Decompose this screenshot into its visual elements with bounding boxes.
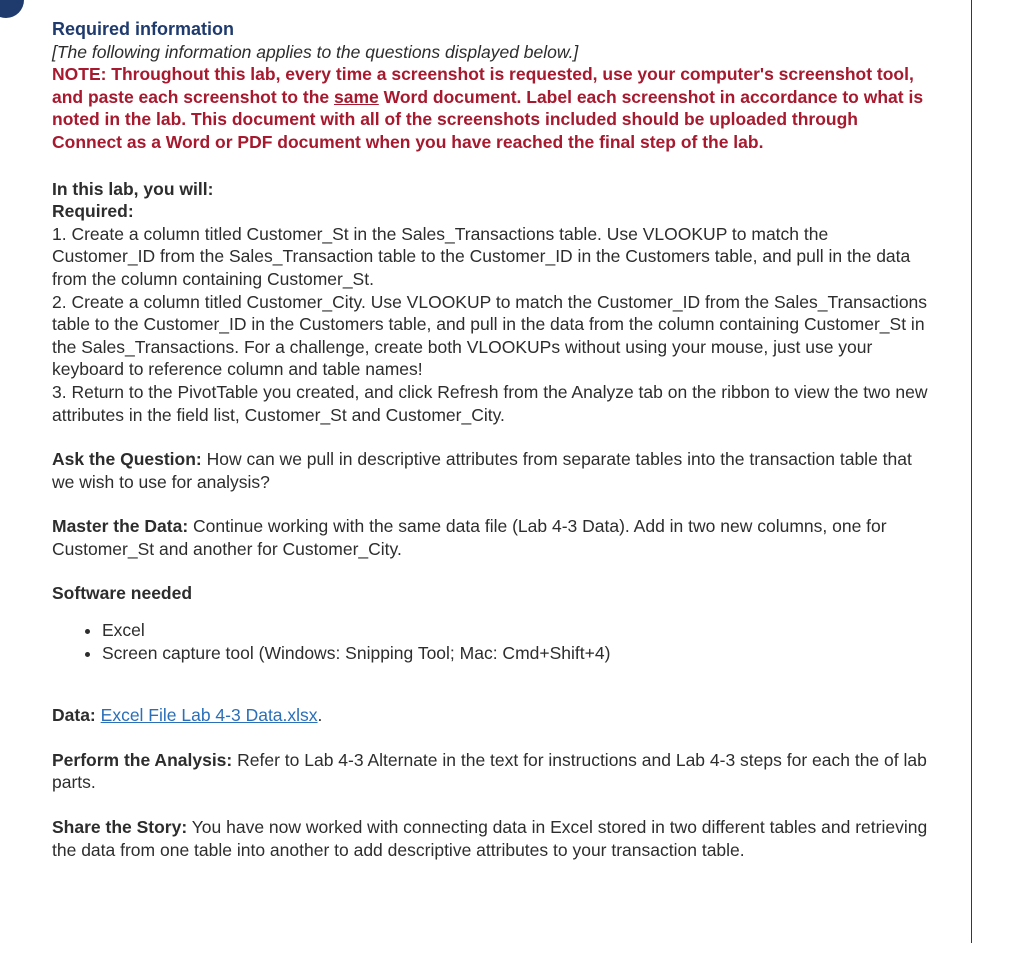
- step-1: 1. Create a column titled Customer_St in the Sales_Transactions table. Use VLOOKUP to match the Customer_ID from the Sales_Transaction table to the Customer_ID in the Customers table, and pull in the data from the column containing Customer_St.: [52, 223, 911, 289]
- step-3: 3. Return to the PivotTable you created, and click Refresh from the Analyze tab on the ribbon to view the two new attributes in the field list, Customer_St and Customer_City.: [52, 381, 928, 425]
- note-text-1: NOTE: Throughout this lab, every time a screenshot is requested, use your computer's screenshot tool, and paste each screenshot to the: [52, 64, 914, 107]
- intro-section: [52, 178, 932, 427]
- perform-the-analysis: [52, 749, 932, 794]
- perform-text: Refer to Lab 4-3 Alternate in the text for instructions and Lab 4-3 steps for each the of lab parts.: [52, 749, 927, 793]
- question-badge: [0, 0, 24, 18]
- note-underlined: same: [334, 86, 379, 107]
- ask-the-question: [52, 448, 932, 493]
- right-border: [971, 0, 972, 943]
- data-section: [52, 704, 932, 727]
- share-text: You have now worked with connecting data in Excel stored in two different tables and retrieving the data from one table into another to add descriptive attributes to your transaction table.: [52, 817, 928, 860]
- software-item-excel: • Excel: [102, 619, 932, 642]
- screenshot-note: [52, 63, 932, 153]
- intro-heading: In this lab, you will:: [52, 178, 214, 199]
- required-label: Required:: [52, 201, 134, 222]
- software-list: [52, 619, 932, 664]
- share-the-story: [52, 816, 932, 861]
- share-label: Share the Story:: [52, 817, 188, 838]
- data-after: .: [317, 705, 323, 726]
- applies-note: [The following information applies to the questions displayed below.]: [52, 41, 579, 62]
- excel-file-link[interactable]: Excel File Lab 4-3 Data.xlsx: [100, 705, 318, 726]
- ask-label: Ask the Question:: [52, 449, 202, 470]
- master-label: Master the Data:: [52, 516, 189, 537]
- question-content: [52, 18, 932, 861]
- master-text: Continue working with the same data file (Lab 4-3 Data). Add in two new columns, one for Customer_St and another for Customer_City.: [52, 516, 887, 559]
- perform-label: Perform the Analysis:: [52, 749, 233, 770]
- ask-text: How can we pull in descriptive attributes from separate tables into the transaction table that we wish to use for analysis?: [52, 449, 912, 492]
- master-the-data: [52, 515, 932, 560]
- step-2: 2. Create a column titled Customer_City. Use VLOOKUP to match the Customer_ID from the Sales_Transactions table to the Customer_ID in the Customers table, and pull in the data from the column containing Customer_St in the Sales_Transactions. For a challenge, create both VLOOKUPs without using your mouse, just use your keyboard to reference column and table names!: [52, 291, 928, 380]
- software-item-screen-capture: • Screen capture tool (Windows: Snipping Tool; Mac: Cmd+Shift+4): [102, 642, 932, 665]
- software-heading: Software needed: [52, 583, 193, 604]
- data-label: Data:: [52, 705, 96, 726]
- required-information-title: Required information: [52, 19, 235, 39]
- note-text-2: Word document. Label each screenshot in accordance to what is noted in the lab. This document with all of the screenshots included should be uploaded through Connect as a Word or PDF document when you have reached the final step of the lab.: [52, 86, 924, 152]
